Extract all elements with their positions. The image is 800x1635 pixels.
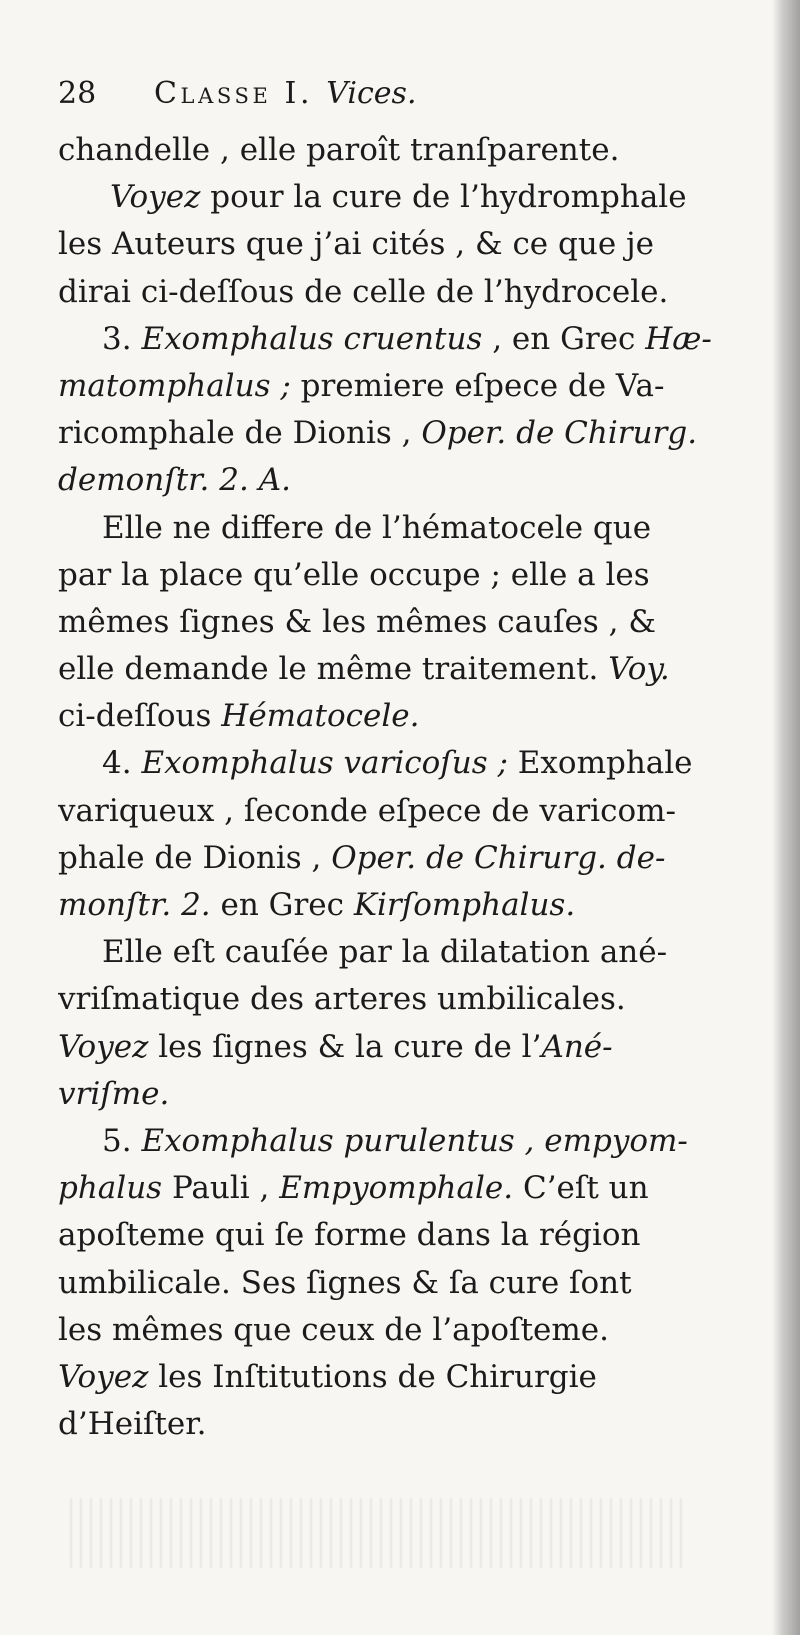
running-head-italic: Vices. — [326, 76, 417, 111]
text-segment: 4. — [102, 745, 142, 782]
italic-term: Hématocele. — [221, 698, 420, 735]
text-segment: Exomphale — [507, 745, 693, 782]
text-line — [58, 882, 778, 929]
text-segment: ci-deſſous — [58, 698, 222, 735]
text-segment: les ſignes & la cure de l’ — [148, 1028, 542, 1065]
text-line — [58, 1024, 778, 1071]
italic-reference: Oper. de Chirurg. — [421, 415, 698, 452]
text-line — [58, 316, 778, 363]
text-segment: ricomphale de Dionis , — [58, 415, 422, 452]
text-line: mêmes ſignes & les mêmes cauſes , & — [58, 603, 656, 640]
italic-term: Exomphalus cruentus — [141, 320, 483, 357]
text-segment: phale de Dionis , — [58, 839, 332, 876]
running-head-text: Classe I. — [154, 76, 314, 111]
running-head — [154, 70, 417, 117]
text-line — [58, 1118, 778, 1165]
italic-word: Voy. — [608, 651, 670, 688]
text-line: demonſtr. 2. A. — [58, 462, 291, 499]
bleed-through-texture — [70, 1498, 690, 1568]
italic-word: Voyez — [58, 1028, 149, 1065]
text-segment: premiere eſpece de Va- — [290, 367, 665, 404]
text-line: les mêmes que ceux de l’apoſteme. — [58, 1311, 609, 1348]
italic-word: Voyez — [110, 179, 201, 216]
text-line: dirai ci-deſſous de celle de l’hydrocele. — [58, 273, 669, 310]
text-line: umbilicale. Ses ſignes & ſa cure ſont — [58, 1264, 632, 1301]
text-line: par la place qu’elle occupe ; elle a les — [58, 556, 650, 593]
text-line: les Auteurs que j’ai cités , & ce que je — [58, 226, 654, 263]
text-line: apoſteme qui ſe forme dans la région — [58, 1217, 641, 1254]
text-segment: 5. — [102, 1122, 142, 1159]
text-line: Elle eſt cauſée par la dilatation ané- — [102, 934, 668, 971]
text-line: d’Heiſter. — [58, 1406, 207, 1443]
italic-word: Voyez — [58, 1358, 149, 1395]
page-header — [58, 70, 778, 127]
text-line — [58, 174, 778, 221]
page-text-block — [58, 70, 778, 1448]
italic-term: Exomphalus purulentus , empyom- — [141, 1122, 688, 1159]
italic-term: phalus — [58, 1170, 163, 1207]
italic-term: Empyomphale. — [279, 1170, 514, 1207]
text-line: vriſmatique des arteres umbilicales. — [58, 981, 626, 1018]
text-segment: , en Grec — [482, 320, 646, 357]
italic-term: Exomphalus varicoſus ; — [141, 745, 508, 782]
text-segment: elle demande le même traitement. — [58, 651, 609, 688]
text-line: chandelle , elle paroît tranſparente. — [58, 132, 620, 168]
text-line — [58, 1354, 778, 1401]
text-segment: les Inſtitutions de Chirurgie — [148, 1358, 597, 1395]
page-number: 28 — [58, 76, 97, 111]
text-line — [58, 646, 778, 693]
italic-term: Ané- — [541, 1028, 613, 1065]
text-line: Elle ne differe de l’hématocele que — [102, 509, 652, 546]
text-segment: Pauli , — [162, 1170, 280, 1207]
text-line — [58, 835, 778, 882]
text-line — [58, 410, 778, 457]
text-segment: 3. — [102, 320, 142, 357]
text-segment: en Grec — [210, 887, 354, 923]
italic-reference: monſtr. 2. — [58, 887, 211, 923]
italic-term: Hæ- — [645, 320, 712, 357]
text-line: variqueux , ſeconde eſpece de varicom- — [58, 792, 676, 829]
text-line — [58, 363, 778, 410]
italic-term: Kirſomphalus. — [353, 887, 576, 923]
italic-term: matomphalus ; — [58, 367, 291, 404]
italic-reference: Oper. de Chirurg. de- — [331, 839, 666, 876]
text-line — [58, 693, 778, 740]
text-line: vriſme. — [58, 1075, 170, 1112]
text-line — [58, 1165, 778, 1212]
text-line — [58, 740, 778, 787]
text-segment: C’eſt un — [513, 1170, 649, 1207]
text-segment: pour la cure de l’hydromphale — [200, 179, 687, 216]
